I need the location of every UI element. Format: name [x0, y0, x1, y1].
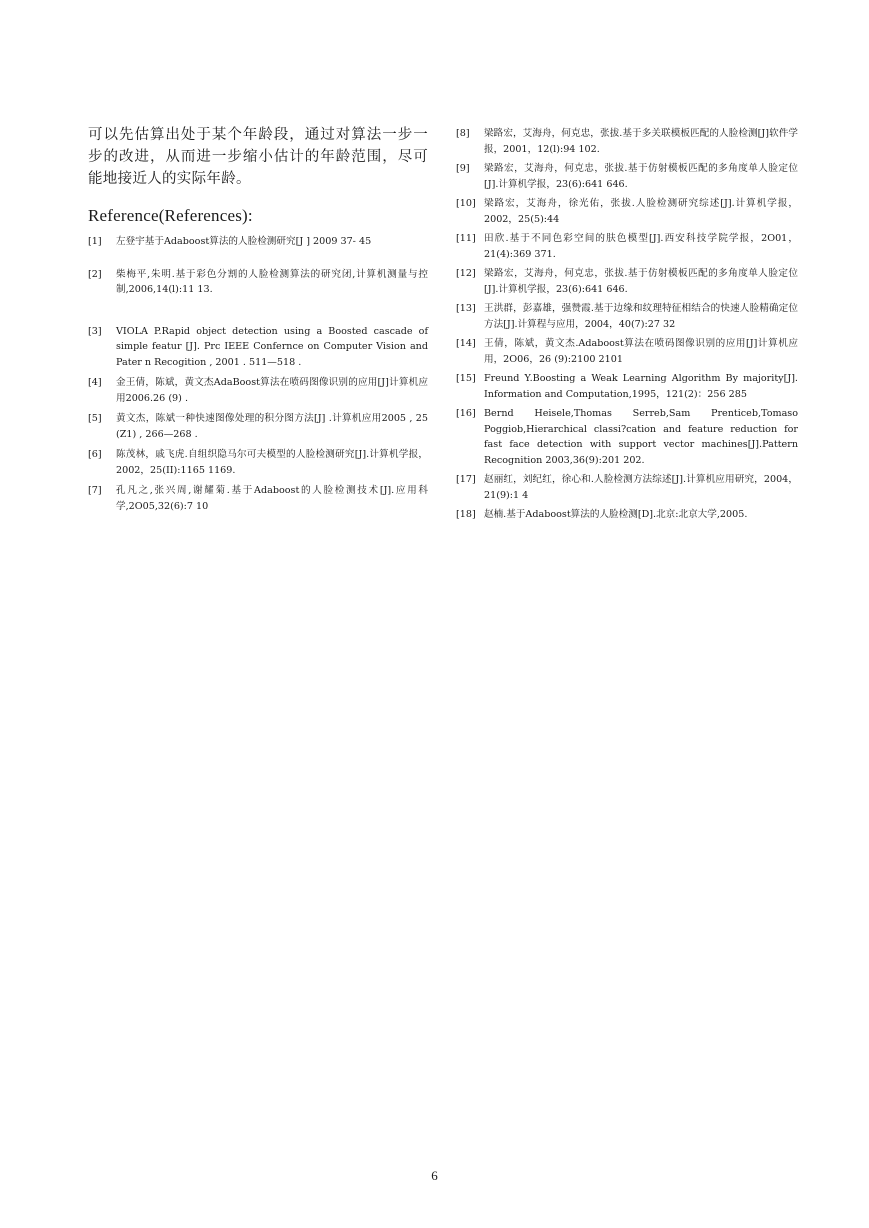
- reference-item: [88, 324, 428, 371]
- reference-number: [7]: [88, 485, 102, 496]
- reference-number: [14]: [456, 338, 476, 349]
- references-list-left: [88, 234, 428, 514]
- reference-item: [88, 483, 428, 514]
- reference-text: 陈茂林，戚飞虎.自组织隐马尔可夫模型的人脸检测研究[J].计算机学报，2002，25(II):1165 1169.: [116, 449, 428, 476]
- reference-item: [456, 231, 798, 262]
- reference-text: 田欣.基于不同色彩空间的肤色模型[J].西安科技学院学报，2O01，21(4):369 371.: [484, 233, 798, 260]
- reference-text: 梁路宏，艾海舟，何克忠，张拔.基于仿射模板匹配的多角度单人脸定位[J].计算机学报，23(6):641 646.: [484, 268, 798, 295]
- reference-item: [456, 507, 798, 523]
- reference-number: [2]: [88, 268, 102, 280]
- intro-paragraph: 可以先估算出处于某个年龄段，通过对算法一步一步的改进，从而进一步缩小估计的年龄范围，尽可能地接近人的实际年龄。: [88, 127, 428, 187]
- reference-text: 赵丽红，刘纪红，徐心和.人脸检测方法综述[J].计算机应用研究，2004，21(9):1 4: [484, 474, 798, 501]
- reference-text: Freund Y.Boosting a Weak Learning Algorithm By majority[J]. Information and Computation,1995，121(2)：256 285: [484, 373, 798, 400]
- reference-number: [17]: [456, 474, 476, 485]
- left-column: [88, 124, 428, 514]
- reference-item: [456, 406, 798, 468]
- reference-item: [456, 126, 798, 157]
- reference-number: [12]: [456, 268, 476, 279]
- reference-item: [88, 234, 428, 250]
- reference-text: 王洪群，彭嘉雄，强赞霞.基于边缘和纹理特征相结合的快速人脸精确定位方法[J].计算程与应用，2004，40(7):27 32: [484, 303, 798, 330]
- reference-text: 黄文杰，陈斌一种快速图像处理的积分图方法[J] .计算机应用2005 , 25 (Z1) , 266—268 .: [116, 413, 428, 440]
- reference-text: Bernd Heisele,Thomas Serreb,Sam Prenticeb,Tomaso Poggiob,Hierarchical classi?cation and feature reduction for fast face detection with support vector machines[J].Pattern Recognition 2003,36(9):201 202.: [484, 408, 798, 466]
- reference-item: [456, 266, 798, 297]
- reference-number: [5]: [88, 413, 102, 424]
- reference-number: [15]: [456, 373, 476, 384]
- reference-text: 金王倩，陈斌，黄文杰AdaBoost算法在喷码图像识别的应用[J]计算机应用2006.26 (9) .: [116, 377, 428, 404]
- reference-text: 王倩，陈斌，黄文杰.Adaboost算法在喷码图像识别的应用[J]计算机应用，2O06，26 (9):2100 2101: [484, 338, 798, 365]
- reference-text: 梁路宏，艾海舟，何克忠，张拔.基于多关联模板匹配的人脸检测[J]软件学报，2001，12(l):94 102.: [484, 128, 798, 155]
- right-column: [456, 126, 798, 523]
- reference-item: [456, 336, 798, 367]
- reference-item: [456, 301, 798, 332]
- references-list-right: [456, 126, 798, 523]
- reference-item: [456, 371, 798, 402]
- reference-number: [10]: [456, 198, 476, 209]
- reference-text: 赵楠.基于Adaboost算法的人脸检测[D].北京:北京大学,2005.: [484, 509, 748, 520]
- reference-number: [1]: [88, 236, 102, 247]
- references-heading: Reference(References):: [88, 206, 253, 225]
- reference-number: [3]: [88, 325, 102, 337]
- reference-item: [456, 472, 798, 503]
- reference-item: [88, 375, 428, 406]
- reference-number: [11]: [456, 233, 476, 244]
- reference-number: [9]: [456, 163, 470, 174]
- reference-number: [8]: [456, 128, 470, 139]
- reference-item: [88, 267, 428, 298]
- reference-number: [4]: [88, 377, 102, 388]
- reference-number: [16]: [456, 408, 476, 419]
- reference-item: [456, 161, 798, 192]
- reference-item: [456, 196, 798, 227]
- reference-text: 梁路宏，艾海舟，徐光佑，张拔.人脸检测研究综述[J].计算机学报，2002，25(5):44: [484, 198, 798, 225]
- reference-item: [88, 447, 428, 478]
- page-number: 6: [431, 1168, 438, 1183]
- reference-number: [18]: [456, 509, 476, 520]
- reference-text: 梁路宏，艾海舟，何克忠，张拔.基于仿射模板匹配的多角度单人脸定位[J].计算机学报，23(6):641 646.: [484, 163, 798, 190]
- reference-text: 柴梅平,朱明.基于彩色分割的人脸检测算法的研究闭,计算机测量与控制,2006,14(l):11 13.: [116, 268, 428, 295]
- reference-text: VIOLA P.Rapid object detection using a Boosted cascade of simple featur [J]. Prc IEEE Confernce on Computer Vision and Pater n Recogition , 2001 . 511—518 .: [116, 325, 428, 368]
- reference-text: 左登宇基于Adaboost算法的人脸检测研究[J ] 2009 37- 45: [116, 236, 372, 247]
- reference-number: [13]: [456, 303, 476, 314]
- reference-item: [88, 411, 428, 442]
- reference-text: 孔凡之,张兴周,谢耀菊.基于Adaboost的人脸检测技术[J].应用科学,2O05,32(6):7 10: [116, 485, 428, 512]
- reference-number: [6]: [88, 449, 102, 460]
